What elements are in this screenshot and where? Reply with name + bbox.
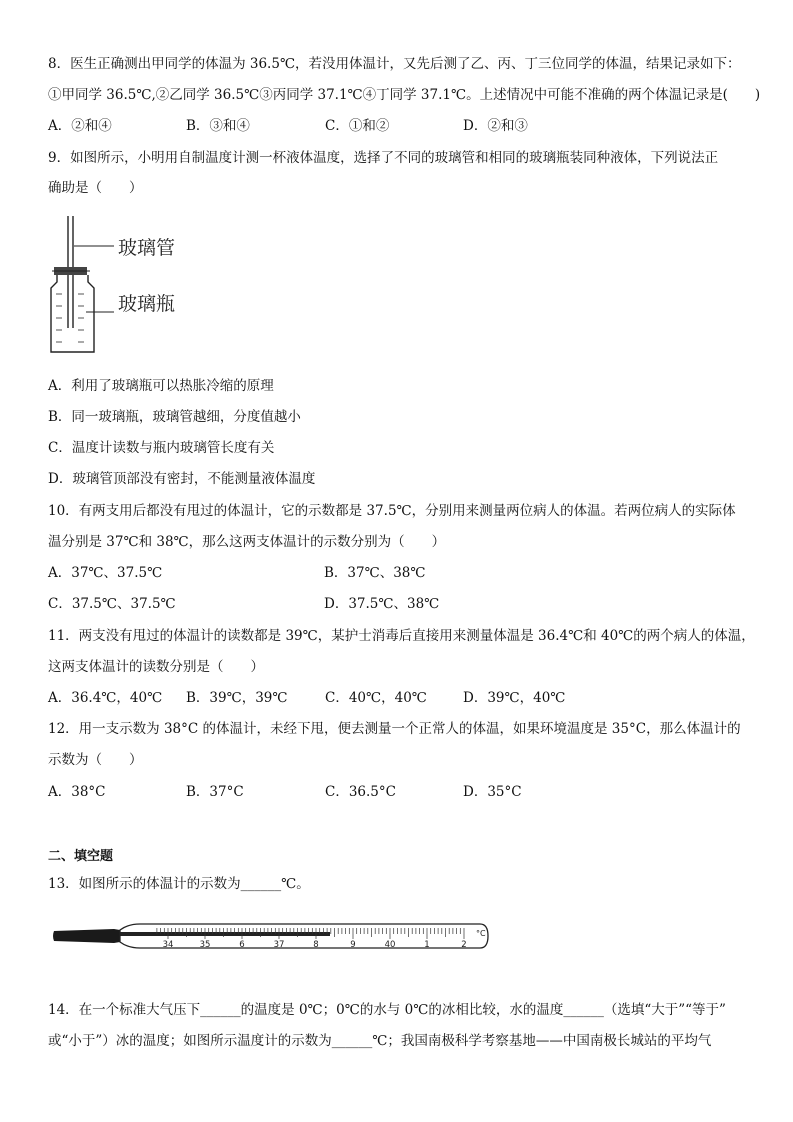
scale-label-36: 6	[239, 940, 245, 950]
q9-option-c: C．温度计读数与瓶内玻璃管长度有关	[48, 440, 275, 456]
label-glass-tube: 玻璃管	[118, 237, 176, 259]
scale-label-34: 34	[162, 940, 174, 950]
q10-option-c: C．37.5℃、37.5℃	[48, 596, 176, 612]
q8-line2: ①甲同学 36.5℃,②乙同学 36.5℃③丙同学 37.1℃④丁同学 37.1℃。上述情况中可能不准确的两个体温记录是( )	[48, 87, 761, 103]
q10-option-b: B．37℃、38℃	[324, 565, 426, 581]
q10-option-d: D．37.5℃、38℃	[324, 596, 440, 612]
q11-option-b: B．39℃，39℃	[186, 690, 288, 706]
q10-line1: 10．有两支用后都没有甩过的体温计，它的示数都是 37.5℃，分别用来测量两位病人的体温。若两位病人的实际体	[48, 503, 736, 519]
q8-line1: 8．医生正确测出甲同学的体温为 36.5℃，若没用体温计，又先后测了乙、丙、丁三位同学的体温，结果记录如下：	[48, 56, 741, 72]
q8-option-b: B．③和④	[186, 118, 250, 134]
q12-option-b: B．37°C	[186, 784, 244, 800]
q9-line1: 9．如图所示，小明用自制温度计测一杯液体温度，选择了不同的玻璃管和相同的玻璃瓶装同种液体，下列说法正	[48, 150, 719, 166]
q12-line1: 12．用一支示数为 38°C 的体温计，未经下甩，便去测量一个正常人的体温，如果环境温度是 35°C，那么体温计的	[48, 721, 741, 737]
scale-label-35: 35	[199, 940, 211, 950]
q14-line2: 或“小于”）冰的温度；如图所示温度计的示数为______℃；我国南极科学考察基地——中国南极长城站的平均气	[48, 1033, 712, 1049]
q12-option-d: D．35°C	[463, 784, 522, 800]
q11-option-c: C．40℃，40℃	[325, 690, 427, 706]
scale-label-40: 40	[384, 940, 396, 950]
q11-line2: 这两支体温计的读数分别是（ ）	[48, 659, 264, 675]
q14-line1: 14．在一个标准大气压下______的温度是 0℃；0℃的水与 0℃的冰相比较，水的温度______（选填“大于”“等于”	[48, 1002, 726, 1018]
q9-line2: 确助是（ ）	[48, 180, 143, 196]
q11-option-d: D．39℃，40℃	[463, 690, 566, 706]
scale-label-41: 1	[424, 940, 430, 950]
q12-option-a: A．38°C	[48, 784, 106, 800]
q13-text: 13．如图所示的体温计的示数为______℃。	[48, 876, 310, 892]
q13-clinical-thermometer-figure	[52, 920, 492, 952]
q12-line2: 示数为（ ）	[48, 752, 143, 768]
scale-label-39: 9	[350, 940, 356, 950]
q9-option-b: B．同一玻璃瓶，玻璃管越细，分度值越小	[48, 409, 301, 425]
q8-option-d: D．②和③	[463, 118, 528, 134]
scale-label-38: 8	[313, 940, 319, 950]
unit-label: °C	[476, 929, 486, 938]
section-title-fill-in: 二、填空题	[48, 849, 114, 864]
q12-option-c: C．36.5°C	[325, 784, 396, 800]
q9-homemade-thermometer-figure	[40, 212, 210, 357]
q11-option-a: A．36.4℃，40℃	[48, 690, 163, 706]
q9-option-a: A．利用了玻璃瓶可以热胀冷缩的原理	[48, 378, 274, 394]
scale-label-37: 37	[273, 940, 285, 950]
label-glass-bottle: 玻璃瓶	[118, 293, 176, 315]
scale-label-42: 2	[461, 940, 467, 950]
q11-line1: 11．两支没有甩过的体温计的读数都是 39℃，某护士消毒后直接用来测量体温是 36.4℃和 40℃的两个病人的体温，	[48, 628, 755, 644]
q10-line2: 温分别是 37℃和 38℃，那么这两支体温计的示数分别为（ ）	[48, 534, 446, 550]
q10-option-a: A．37℃、37.5℃	[48, 565, 163, 581]
q8-option-c: C．①和②	[325, 118, 390, 134]
q9-option-d: D．玻璃管顶部没有密封，不能测量液体温度	[48, 471, 316, 487]
q8-option-a: A．②和④	[48, 118, 112, 134]
